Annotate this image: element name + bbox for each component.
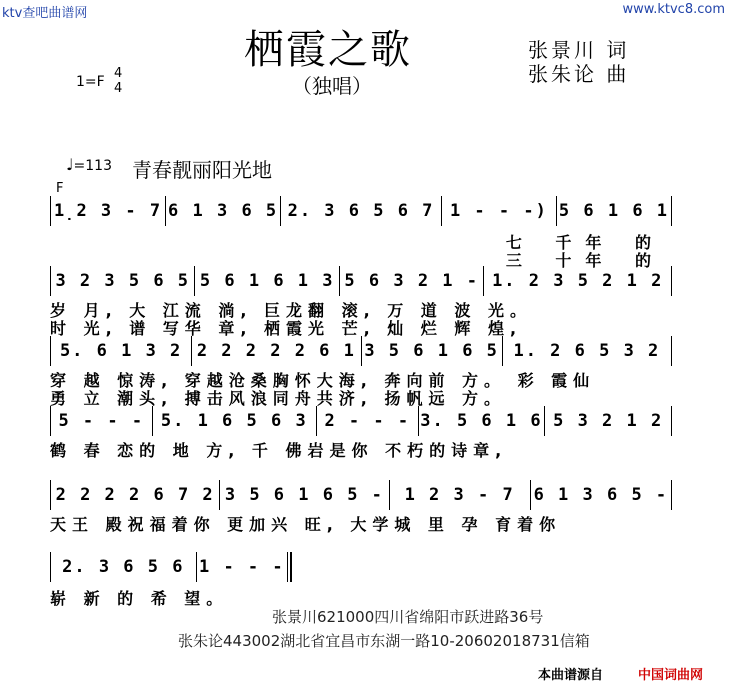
lyric-line: 穿 越 惊涛, 穿越沧桑胸怀大海, 奔向前 方。 彩 霞仙 — [50, 371, 596, 390]
lyric-line: 七 千年 的 — [505, 233, 665, 252]
measure: 2 2 2 2 6 7 2 — [51, 480, 220, 510]
lyric-line: 三 十年 的 — [505, 251, 665, 270]
address-line-1: 张景川621000四川省绵阳市跃进路36号 — [272, 608, 544, 626]
measure: 5 3 2 1 2 — [553, 411, 664, 431]
quarter-note-icon: ♩ — [66, 155, 74, 174]
time-signature-bottom: 4 — [114, 81, 123, 96]
watermark-left: ktv查吧曲谱网 — [2, 6, 88, 21]
address-line-2: 张朱论443002湖北省宜昌市东湖一路10-20602018731信箱 — [178, 632, 590, 650]
measure: 5 6 1 6 1 — [558, 201, 670, 221]
score-row-4 — [50, 406, 672, 436]
score-row-6 — [50, 552, 292, 582]
measure: 5. 6 1 3 2 — [51, 336, 192, 366]
measure: 6 1 3 6 5 — [166, 196, 281, 226]
chord-symbol: F — [56, 181, 64, 196]
expression-text: 青春靓丽阳光地 — [132, 158, 272, 182]
time-signature — [114, 66, 122, 96]
measure: 1 - - -) — [442, 196, 557, 226]
measure: 2. 3 6 5 6 7 — [281, 196, 442, 226]
footer-source-label: 本曲谱源自 — [538, 668, 604, 683]
footer-site-link[interactable]: 中国词曲网 — [638, 668, 704, 683]
score-row-1 — [50, 196, 672, 226]
measure: 3. 5 6 1 6 — [419, 406, 546, 436]
measure: 2 2 2 2 2 6 1 — [192, 336, 361, 366]
lyric-line: 勇 立 潮头, 搏击风浪同舟共济, 扬帆远 方。 — [50, 389, 507, 408]
measure: 1. 2 6 5 3 2 — [513, 341, 661, 361]
measure: 6 1 3 6 5 - — [533, 485, 669, 505]
measure: 1. 2 3 5 2 1 2 — [492, 271, 664, 291]
measure: 1̣2 3 - 7 — [51, 196, 166, 226]
song-title: 栖霞之歌 — [244, 27, 412, 73]
measure: 5 6 3 2 1 - — [340, 266, 484, 296]
tempo-value: =113 — [73, 158, 112, 174]
measure: 5 - - - — [51, 406, 153, 436]
lyric-line: 崭 新 的 希 望。 — [50, 589, 229, 608]
composer-credit: 张朱论 曲 — [528, 62, 630, 86]
time-signature-top: 4 — [114, 66, 123, 81]
score-row-3 — [50, 336, 672, 366]
measure: 5 6 1 6 1 3 — [195, 266, 339, 296]
final-measure: 1 - - - — [197, 552, 291, 582]
lyric-line: 鹤 春 恋的 地 方, 千 佛岩是你 不朽的诗章, — [50, 441, 508, 460]
tempo-marking — [66, 155, 112, 174]
key-signature: 1=F — [76, 74, 105, 90]
measure: 1 2 3 - 7 — [390, 480, 531, 510]
lyric-line: 时 光, 谱 写华 章, 栖霞光 芒, 灿 烂 辉 煌, — [50, 319, 523, 338]
score-row-2 — [50, 266, 672, 296]
measure: 2 - - - — [317, 406, 419, 436]
song-subtitle: （独唱） — [292, 74, 372, 98]
measure: 2. 3 6 5 6 — [51, 552, 197, 582]
measure: 3 5 6 1 6 5 - — [220, 480, 389, 510]
watermark-right: www.ktvc8.com — [622, 2, 725, 17]
measure: 3 2 3 5 6 5 — [51, 266, 195, 296]
measure: 3 5 6 1 6 5 — [362, 336, 503, 366]
lyric-line: 天王 殿祝福着你 更加兴 旺, 大学城 里 孕 育着你 — [50, 515, 562, 534]
lyricist-credit: 张景川 词 — [528, 38, 630, 62]
lyric-line: 岁 月, 大 江流 淌, 巨龙翻 滚, 万 道 波 光。 — [50, 301, 532, 320]
score-row-5 — [50, 480, 672, 510]
measure: 5. 1 6 5 6 3 — [153, 406, 317, 436]
